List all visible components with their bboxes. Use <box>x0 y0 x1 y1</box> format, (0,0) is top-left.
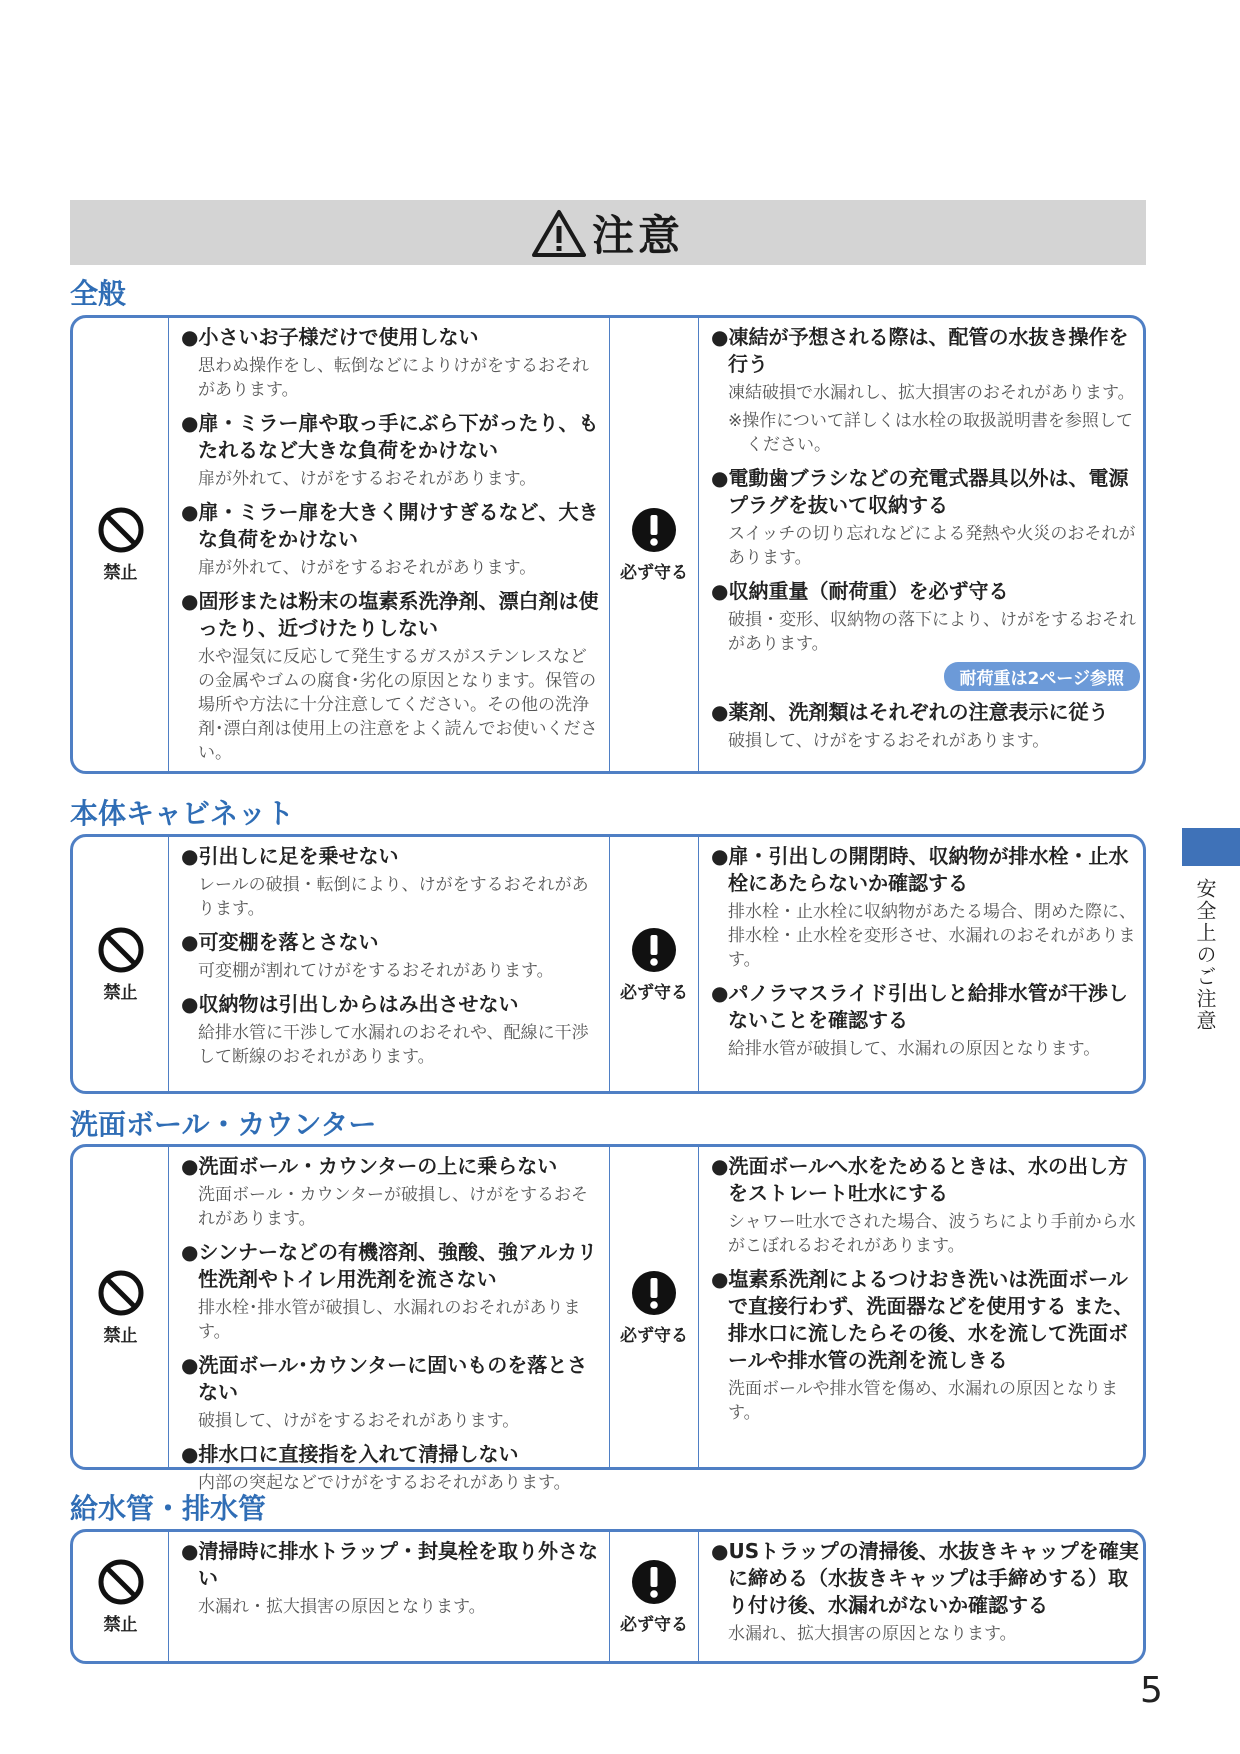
prohibit-column <box>73 1147 169 1467</box>
item-body: 破損・変形、収納物の落下により、けがをするおそれがあります。 <box>728 610 1136 654</box>
item-title: ● 凍結が予想される際は、配管の水抜き操作を行う <box>711 324 1140 378</box>
must-column <box>609 318 699 771</box>
list-item <box>181 1538 603 1619</box>
item-title: ● 扉・ミラー扉や取っ手にぶら下がったり、もたれるなど大きな負荷をかけない <box>181 410 603 464</box>
item-title: ● 薬剤、洗剤類はそれぞれの注意表示に従う <box>711 699 1140 726</box>
item-body: 可変棚が割れてけがをするおそれがあります。 <box>198 961 554 981</box>
must-label: 必ず守る <box>620 982 688 1003</box>
panel-pipes <box>70 1529 1146 1664</box>
list-item <box>181 588 603 765</box>
list-item <box>181 1153 603 1231</box>
list-item <box>711 1538 1140 1646</box>
panel-cabinet <box>70 834 1146 1094</box>
prohibit-list <box>169 318 609 771</box>
list-item <box>181 410 603 491</box>
item-body: 凍結破損で水漏れし、拡大損害のおそれがあります。 <box>728 383 1135 403</box>
prohibit-icon <box>97 506 145 554</box>
section-title-pipes: 給水管・排水管 <box>70 1492 267 1525</box>
side-tab-marker <box>1182 828 1240 866</box>
item-body: 給排水管に干渉して水漏れのおそれや、配線に干渉して断線のおそれがあります。 <box>198 1023 589 1067</box>
item-body: 排水栓･排水管が破損し、水漏れのおそれがあります。 <box>198 1298 581 1342</box>
list-item <box>711 980 1140 1061</box>
item-body: 水漏れ、拡大損害の原因となります。 <box>728 1624 1017 1644</box>
list-item <box>711 1266 1140 1425</box>
item-title: ● 洗面ボール・カウンターの上に乗らない <box>181 1153 603 1180</box>
item-title: ● 洗面ボール･カウンターに固いものを落とさない <box>181 1352 603 1406</box>
list-item <box>181 1352 603 1433</box>
list-item <box>711 699 1140 753</box>
item-body: 破損して、けがをするおそれがあります。 <box>728 731 1050 751</box>
panel-basin <box>70 1144 1146 1493</box>
prohibit-label: 禁止 <box>103 1615 138 1635</box>
list-item <box>181 991 603 1069</box>
item-title: ● 固形または粉末の塩素系洗浄剤、漂白剤は使ったり、近づけたりしない <box>181 588 603 642</box>
item-body: 思わぬ操作をし、転倒などによりけがをするおそれがあります。 <box>198 356 589 400</box>
load-capacity-reference-badge: 耐荷重は2ページ参照 <box>944 662 1141 691</box>
prohibit-label: 禁止 <box>103 982 138 1003</box>
must-label: 必ず守る <box>620 1325 688 1346</box>
item-body: 洗面ボールや排水管を傷め、水漏れの原因となります。 <box>728 1379 1118 1423</box>
prohibit-icon <box>97 1269 145 1317</box>
item-body: 給排水管が破損して、水漏れの原因となります。 <box>728 1039 1101 1059</box>
list-item <box>711 1153 1140 1258</box>
list-item <box>711 843 1140 972</box>
item-title: ● 扉・ミラー扉を大きく開けすぎるなど、大きな負荷をかけない <box>181 499 603 553</box>
warning-icon <box>532 209 586 257</box>
prohibit-icon <box>97 926 145 974</box>
list-item <box>181 499 603 580</box>
item-body: 扉が外れて、けがをするおそれがあります。 <box>198 558 537 578</box>
list-item <box>711 578 1140 691</box>
caution-heading <box>532 203 684 263</box>
item-title: ● 電動歯ブラシなどの充電式器具以外は、電源プラグを抜いて収納する <box>711 465 1140 519</box>
item-body: 水や湿気に反応して発生するガスがステンレスなどの金属やゴムの腐食･劣化の原因となります。保管の場所や方法に十分注意してください。その他の洗浄剤･漂白剤は使用上の注意をよく読んでお使いください。 <box>198 647 598 763</box>
item-title: ● 引出しに足を乗せない <box>181 843 603 870</box>
item-title: ● 扉・引出しの開閉時、収納物が排水栓・止水栓にあたらないか確認する <box>711 843 1140 897</box>
item-title: ● 塩素系洗剤によるつけおき洗いは洗面ボールで直接行わず、洗面器などを使用する また、排水口に流したらその後、水を流して洗面ボールや排水管の洗剤を流しきる <box>711 1266 1140 1374</box>
panel-general <box>70 315 1146 774</box>
item-title: ● シンナーなどの有機溶剤、強酸、強アルカリ性洗剤やトイレ用洗剤を流さない <box>181 1239 603 1293</box>
caution-header <box>70 200 1146 265</box>
prohibit-list <box>169 1532 609 1661</box>
item-title: ● USトラップの清掃後、水抜きキャップを確実に締める（水抜きキャップは手締めする）取り付け後、水漏れがないか確認する <box>711 1538 1140 1619</box>
page-number: 5 <box>1140 1670 1163 1711</box>
list-item <box>711 324 1140 457</box>
must-list <box>699 837 1146 1091</box>
prohibit-list <box>169 837 609 1091</box>
prohibit-column <box>73 837 169 1091</box>
item-title: ● 収納物は引出しからはみ出させない <box>181 991 603 1018</box>
prohibit-label: 禁止 <box>103 1325 138 1346</box>
item-body: シャワー吐水でされた場合、波うちにより手前から水がこぼれるおそれがあります。 <box>728 1212 1136 1256</box>
list-item <box>181 929 603 983</box>
item-title: ● 収納重量（耐荷重）を必ず守る <box>711 578 1140 605</box>
item-note: ※操作について詳しくは水栓の取扱説明書を参照してください。 <box>728 411 1133 455</box>
item-body: 破損して、けがをするおそれがあります。 <box>198 1411 520 1431</box>
item-body: 内部の突起などでけがをするおそれがあります。 <box>198 1473 571 1493</box>
item-body: 水漏れ・拡大損害の原因となります。 <box>198 1597 486 1617</box>
prohibit-list <box>169 1147 609 1493</box>
must-label: 必ず守る <box>620 1615 688 1635</box>
item-body: レールの破損・転倒により、けがをするおそれがあります。 <box>198 875 589 919</box>
mandatory-icon <box>630 1558 678 1606</box>
item-title: ● パノラマスライド引出しと給排水管が干渉しないことを確認する <box>711 980 1140 1034</box>
section-title-basin: 洗面ボール・カウンター <box>70 1108 377 1141</box>
prohibit-label: 禁止 <box>103 563 138 583</box>
mandatory-icon <box>630 926 678 974</box>
list-item <box>181 324 603 402</box>
item-body: スイッチの切り忘れなどによる発熱や火災のおそれがあります。 <box>728 524 1136 568</box>
prohibit-column <box>73 1532 169 1661</box>
section-title-general: 全般 <box>70 277 127 310</box>
item-title: ● 可変棚を落とさない <box>181 929 603 956</box>
prohibit-icon <box>97 1558 145 1606</box>
item-body: 排水栓・止水栓に収納物があたる場合、閉めた際に、排水栓・止水栓を変形させ、水漏れのおそれがあります。 <box>728 902 1136 970</box>
list-item <box>181 843 603 921</box>
item-title: ● 清掃時に排水トラップ・封臭栓を取り外さない <box>181 1538 603 1592</box>
item-title: ● 小さいお子様だけで使用しない <box>181 324 603 351</box>
item-body: 扉が外れて、けがをするおそれがあります。 <box>198 469 537 489</box>
item-title: ● 排水口に直接指を入れて清掃しない <box>181 1441 603 1468</box>
must-column <box>609 837 699 1091</box>
item-body: 洗面ボール・カウンターが破損し、けがをするおそれがあります。 <box>198 1185 588 1229</box>
mandatory-icon <box>630 506 678 554</box>
caution-title: 注意 <box>591 210 684 260</box>
list-item <box>711 465 1140 570</box>
list-item <box>181 1239 603 1344</box>
must-list <box>699 1532 1146 1661</box>
prohibit-column <box>73 318 169 771</box>
must-column <box>609 1532 699 1661</box>
item-title: ● 洗面ボールへ水をためるときは、水の出し方をストレート吐水にする <box>711 1153 1140 1207</box>
must-list <box>699 1147 1146 1467</box>
must-column <box>609 1147 699 1467</box>
side-tab-label: 安全上のご注意 <box>1193 878 1217 1032</box>
must-list <box>699 318 1146 771</box>
mandatory-icon <box>630 1269 678 1317</box>
section-title-cabinet: 本体キャビネット <box>70 797 295 830</box>
must-label: 必ず守る <box>620 563 688 583</box>
